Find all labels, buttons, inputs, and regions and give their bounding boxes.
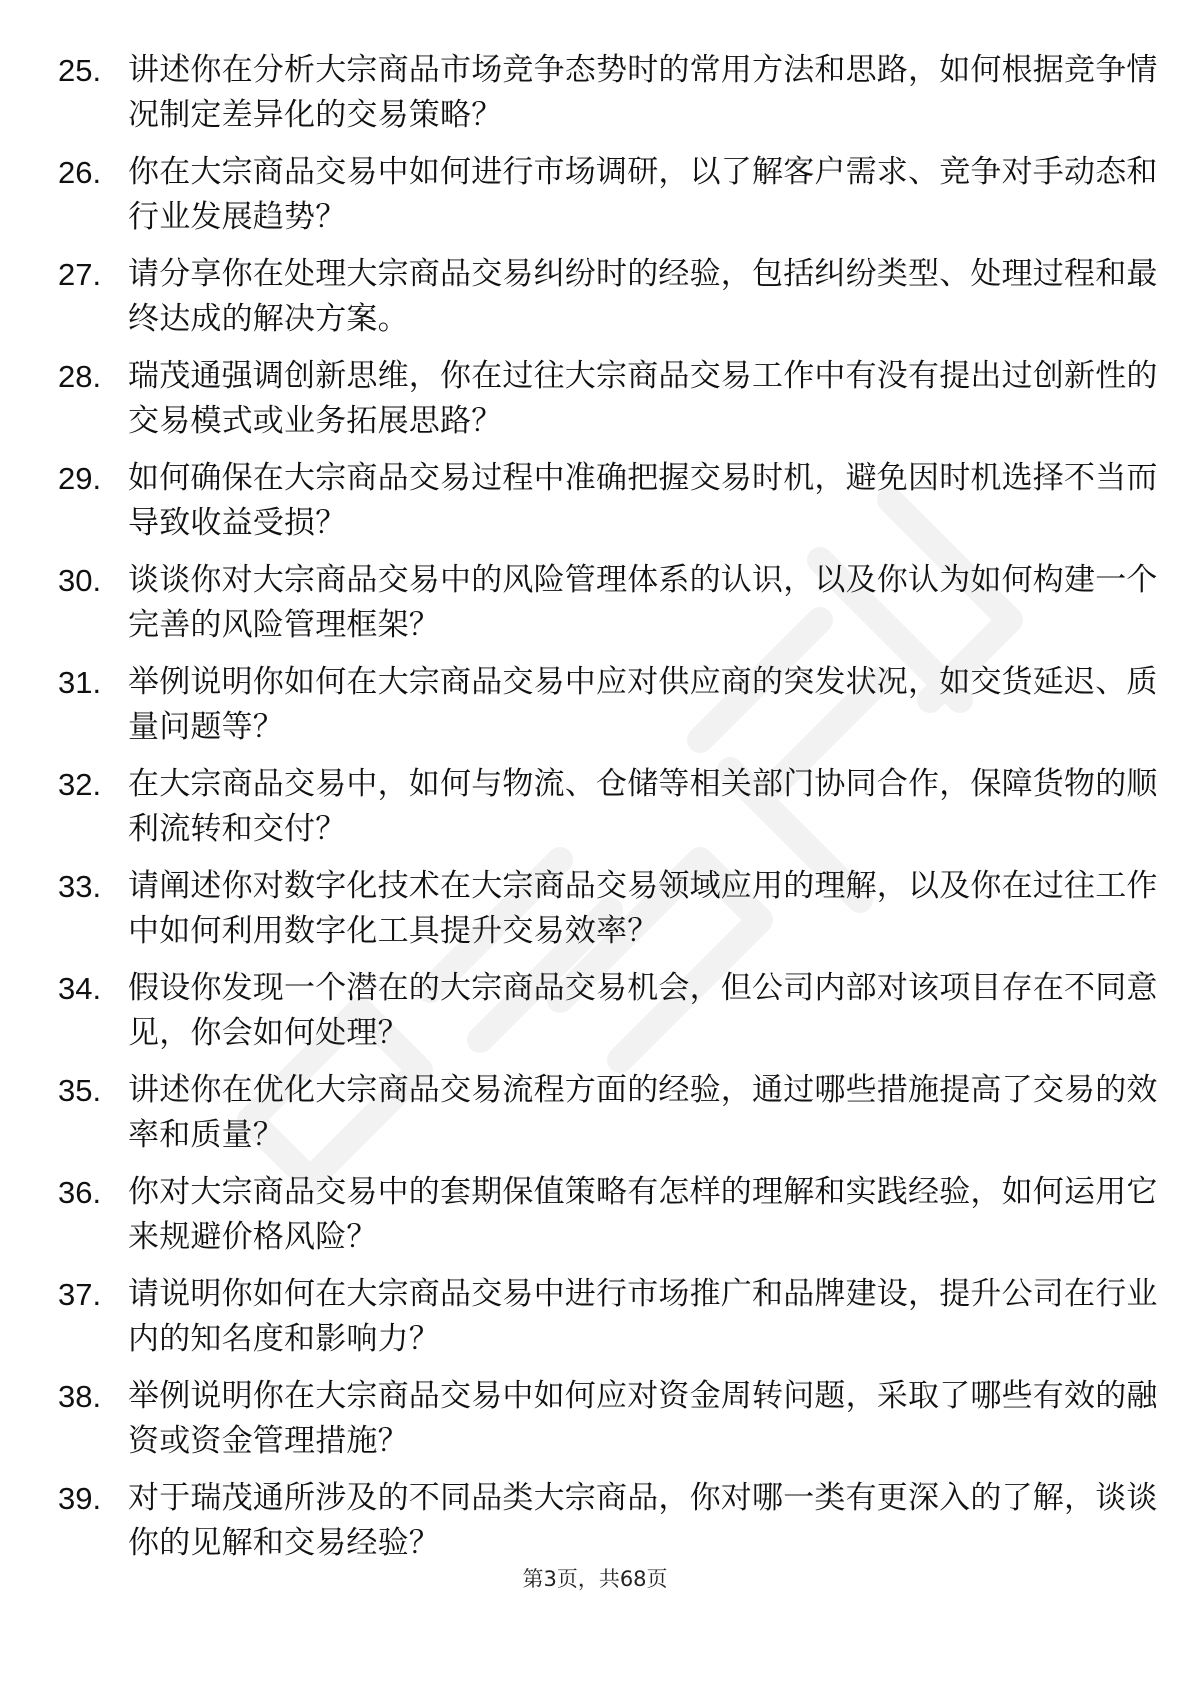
question-number: 30. — [58, 563, 102, 598]
list-item — [58, 1170, 1158, 1272]
question-number: 32. — [58, 767, 102, 802]
list-item — [58, 354, 1158, 456]
question-text: 举例说明你在大宗商品交易中如何应对资金周转问题，采取了哪些有效的融资或资金管理措施？ — [128, 1378, 1158, 1459]
question-text: 请说明你如何在大宗商品交易中进行市场推广和品牌建设，提升公司在行业内的知名度和影响力？ — [128, 1276, 1158, 1357]
question-text: 请阐述你对数字化技术在大宗商品交易领域应用的理解，以及你在过往工作中如何利用数字化工具提升交易效率？ — [128, 868, 1158, 949]
question-number: 36. — [58, 1175, 102, 1210]
question-number: 27. — [58, 257, 102, 292]
question-number: 31. — [58, 665, 102, 700]
list-item — [58, 456, 1158, 558]
question-number: 38. — [58, 1379, 102, 1414]
list-item — [58, 1374, 1158, 1476]
list-item — [58, 558, 1158, 660]
list-item — [58, 48, 1158, 150]
question-number: 25. — [58, 53, 102, 88]
question-text: 请分享你在处理大宗商品交易纠纷时的经验，包括纠纷类型、处理过程和最终达成的解决方案。 — [128, 256, 1158, 337]
question-text: 在大宗商品交易中，如何与物流、仓储等相关部门协同合作，保障货物的顺利流转和交付？ — [128, 766, 1158, 847]
question-number: 34. — [58, 971, 102, 1006]
list-item — [58, 1068, 1158, 1170]
question-number: 35. — [58, 1073, 102, 1108]
question-text: 瑞茂通强调创新思维，你在过往大宗商品交易工作中有没有提出过创新性的交易模式或业务拓展思路？ — [128, 358, 1158, 439]
list-item — [58, 660, 1158, 762]
page-number: 第3页，共68页 — [522, 1567, 668, 1591]
question-text: 讲述你在优化大宗商品交易流程方面的经验，通过哪些措施提高了交易的效率和质量？ — [128, 1072, 1158, 1153]
question-text: 你在大宗商品交易中如何进行市场调研，以了解客户需求、竞争对手动态和行业发展趋势？ — [128, 154, 1158, 235]
question-number: 39. — [58, 1481, 102, 1516]
question-number: 37. — [58, 1277, 102, 1312]
question-text: 对于瑞茂通所涉及的不同品类大宗商品，你对哪一类有更深入的了解，谈谈你的见解和交易经验？ — [128, 1480, 1158, 1561]
question-text: 如何确保在大宗商品交易过程中准确把握交易时机，避免因时机选择不当而导致收益受损？ — [128, 460, 1158, 541]
question-number: 28. — [58, 359, 102, 394]
question-number: 33. — [58, 869, 102, 904]
question-number: 29. — [58, 461, 102, 496]
list-item — [58, 966, 1158, 1068]
question-text: 你对大宗商品交易中的套期保值策略有怎样的理解和实践经验，如何运用它来规避价格风险？ — [128, 1174, 1158, 1255]
question-list — [58, 48, 1158, 1578]
list-item — [58, 1272, 1158, 1374]
question-text: 讲述你在分析大宗商品市场竞争态势时的常用方法和思路，如何根据竞争情况制定差异化的交易策略？ — [128, 52, 1158, 133]
question-text: 举例说明你如何在大宗商品交易中应对供应商的突发状况，如交货延迟、质量问题等？ — [128, 664, 1158, 745]
question-text: 假设你发现一个潜在的大宗商品交易机会，但公司内部对该项目存在不同意见，你会如何处理？ — [128, 970, 1158, 1051]
list-item — [58, 150, 1158, 252]
list-item — [58, 1476, 1158, 1578]
list-item — [58, 864, 1158, 966]
question-number: 26. — [58, 155, 102, 190]
list-item — [58, 762, 1158, 864]
question-text: 谈谈你对大宗商品交易中的风险管理体系的认识，以及你认为如何构建一个完善的风险管理框架？ — [128, 562, 1158, 643]
list-item — [58, 252, 1158, 354]
